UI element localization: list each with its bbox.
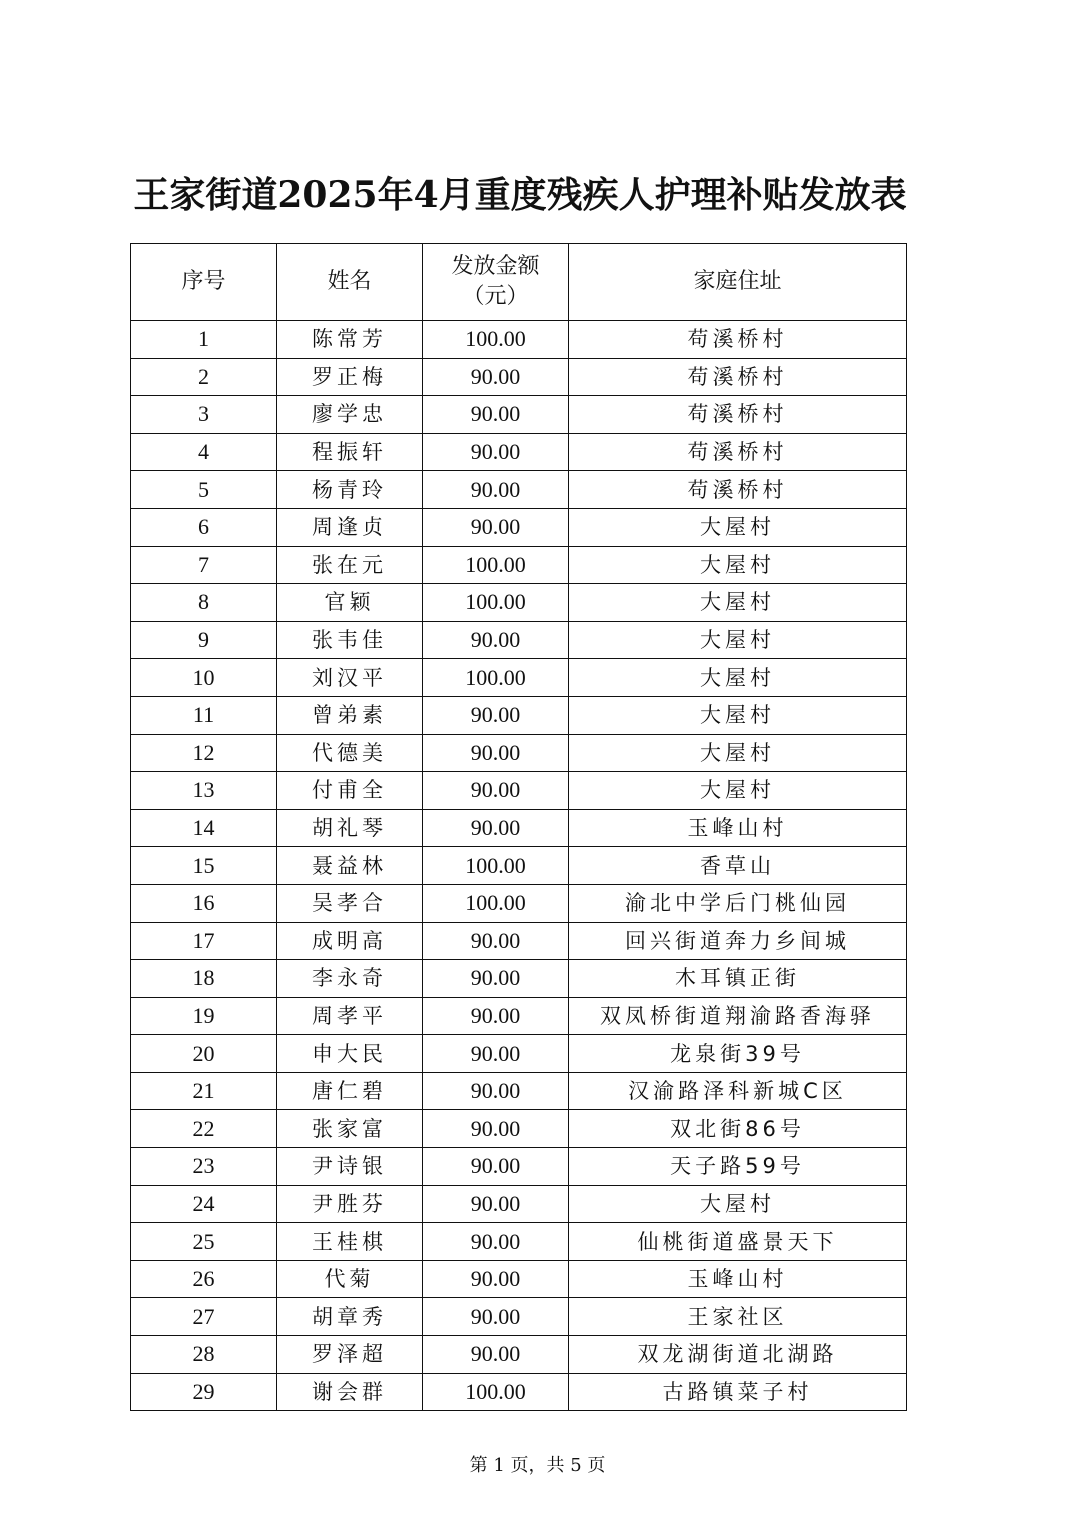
cell-index: 18 xyxy=(131,960,277,998)
table-row xyxy=(131,1148,907,1186)
cell-index: 21 xyxy=(131,1072,277,1110)
cell-amount: 90.00 xyxy=(423,734,569,772)
cell-name: 周逢贞 xyxy=(277,508,423,546)
cell-amount: 100.00 xyxy=(423,659,569,697)
cell-index: 27 xyxy=(131,1298,277,1336)
table-row xyxy=(131,1373,907,1411)
subsidy-table xyxy=(130,243,907,1411)
cell-name: 陈常芳 xyxy=(277,321,423,359)
cell-address: 大屋村 xyxy=(569,734,907,772)
header-address: 家庭住址 xyxy=(569,244,907,321)
table-body xyxy=(131,321,907,1411)
table-row xyxy=(131,321,907,359)
cell-address: 双凤桥街道翔渝路香海驿 xyxy=(569,997,907,1035)
header-amount-line1: 发放金额 xyxy=(451,254,540,279)
cell-amount: 90.00 xyxy=(423,508,569,546)
table-row xyxy=(131,1298,907,1336)
table-row xyxy=(131,546,907,584)
cell-index: 14 xyxy=(131,809,277,847)
cell-name: 聂益林 xyxy=(277,847,423,885)
cell-amount: 90.00 xyxy=(423,772,569,810)
cell-index: 13 xyxy=(131,772,277,810)
cell-name: 罗正梅 xyxy=(277,358,423,396)
cell-name: 刘汉平 xyxy=(277,659,423,697)
cell-amount: 90.00 xyxy=(423,1035,569,1073)
header-amount xyxy=(423,244,569,321)
cell-name: 官颖 xyxy=(277,584,423,622)
cell-name: 曾弟素 xyxy=(277,696,423,734)
cell-index: 2 xyxy=(131,358,277,396)
cell-index: 24 xyxy=(131,1185,277,1223)
page-footer: 第 1 页，共 5 页 xyxy=(469,1455,606,1476)
table-header-row xyxy=(131,244,907,321)
table-row xyxy=(131,1260,907,1298)
cell-address: 龙泉街39号 xyxy=(569,1035,907,1073)
cell-amount: 90.00 xyxy=(423,1110,569,1148)
cell-amount: 100.00 xyxy=(423,884,569,922)
table-row xyxy=(131,508,907,546)
cell-amount: 90.00 xyxy=(423,621,569,659)
cell-name: 程振轩 xyxy=(277,433,423,471)
cell-address: 双北街86号 xyxy=(569,1110,907,1148)
cell-index: 29 xyxy=(131,1373,277,1411)
table-row xyxy=(131,997,907,1035)
cell-name: 张家富 xyxy=(277,1110,423,1148)
cell-name: 谢会群 xyxy=(277,1373,423,1411)
cell-name: 王桂棋 xyxy=(277,1223,423,1261)
cell-address: 仙桃街道盛景天下 xyxy=(569,1223,907,1261)
cell-index: 6 xyxy=(131,508,277,546)
cell-address: 汉渝路泽科新城C区 xyxy=(569,1072,907,1110)
cell-address: 古路镇菜子村 xyxy=(569,1373,907,1411)
page-title: 王家街道2025年4月重度残疾人护理补贴发放表 xyxy=(133,174,907,216)
table-row xyxy=(131,1223,907,1261)
cell-index: 12 xyxy=(131,734,277,772)
cell-amount: 90.00 xyxy=(423,809,569,847)
table-row xyxy=(131,847,907,885)
table-row xyxy=(131,584,907,622)
cell-amount: 90.00 xyxy=(423,1148,569,1186)
cell-amount: 90.00 xyxy=(423,922,569,960)
cell-address: 玉峰山村 xyxy=(569,1260,907,1298)
cell-index: 17 xyxy=(131,922,277,960)
table-row xyxy=(131,621,907,659)
cell-address: 苟溪桥村 xyxy=(569,433,907,471)
table-row xyxy=(131,1035,907,1073)
cell-name: 罗泽超 xyxy=(277,1336,423,1374)
cell-name: 吴孝合 xyxy=(277,884,423,922)
cell-index: 28 xyxy=(131,1336,277,1374)
cell-index: 26 xyxy=(131,1260,277,1298)
cell-index: 23 xyxy=(131,1148,277,1186)
cell-index: 5 xyxy=(131,471,277,509)
cell-amount: 90.00 xyxy=(423,1298,569,1336)
table-row xyxy=(131,1185,907,1223)
cell-address: 苟溪桥村 xyxy=(569,358,907,396)
header-index: 序号 xyxy=(131,244,277,321)
cell-amount: 100.00 xyxy=(423,584,569,622)
cell-amount: 90.00 xyxy=(423,433,569,471)
cell-amount: 90.00 xyxy=(423,358,569,396)
cell-name: 申大民 xyxy=(277,1035,423,1073)
cell-address: 苟溪桥村 xyxy=(569,321,907,359)
cell-address: 苟溪桥村 xyxy=(569,471,907,509)
cell-name: 廖学忠 xyxy=(277,396,423,434)
cell-index: 20 xyxy=(131,1035,277,1073)
cell-address: 大屋村 xyxy=(569,696,907,734)
cell-index: 16 xyxy=(131,884,277,922)
cell-address: 大屋村 xyxy=(569,772,907,810)
cell-name: 张在元 xyxy=(277,546,423,584)
table-row xyxy=(131,471,907,509)
cell-amount: 100.00 xyxy=(423,847,569,885)
table-row xyxy=(131,884,907,922)
cell-amount: 100.00 xyxy=(423,1373,569,1411)
cell-index: 25 xyxy=(131,1223,277,1261)
cell-name: 胡礼琴 xyxy=(277,809,423,847)
cell-name: 成明高 xyxy=(277,922,423,960)
cell-index: 3 xyxy=(131,396,277,434)
cell-address: 王家社区 xyxy=(569,1298,907,1336)
table-row xyxy=(131,659,907,697)
cell-name: 尹诗银 xyxy=(277,1148,423,1186)
cell-address: 大屋村 xyxy=(569,1185,907,1223)
table-row xyxy=(131,1336,907,1374)
table-row xyxy=(131,1110,907,1148)
cell-address: 玉峰山村 xyxy=(569,809,907,847)
table-row xyxy=(131,396,907,434)
cell-index: 15 xyxy=(131,847,277,885)
cell-index: 22 xyxy=(131,1110,277,1148)
cell-amount: 90.00 xyxy=(423,471,569,509)
header-name: 姓名 xyxy=(277,244,423,321)
table-row xyxy=(131,734,907,772)
cell-index: 19 xyxy=(131,997,277,1035)
cell-name: 尹胜芬 xyxy=(277,1185,423,1223)
table-row xyxy=(131,809,907,847)
cell-address: 苟溪桥村 xyxy=(569,396,907,434)
table-row xyxy=(131,922,907,960)
cell-index: 8 xyxy=(131,584,277,622)
cell-index: 9 xyxy=(131,621,277,659)
cell-address: 渝北中学后门桃仙园 xyxy=(569,884,907,922)
cell-name: 代菊 xyxy=(277,1260,423,1298)
cell-name: 付甫全 xyxy=(277,772,423,810)
cell-index: 4 xyxy=(131,433,277,471)
cell-address: 大屋村 xyxy=(569,584,907,622)
cell-name: 唐仁碧 xyxy=(277,1072,423,1110)
cell-index: 10 xyxy=(131,659,277,697)
table-row xyxy=(131,433,907,471)
cell-index: 7 xyxy=(131,546,277,584)
cell-amount: 90.00 xyxy=(423,997,569,1035)
table-row xyxy=(131,696,907,734)
cell-name: 张韦佳 xyxy=(277,621,423,659)
cell-address: 大屋村 xyxy=(569,659,907,697)
header-amount-line2: （元） xyxy=(462,284,529,309)
table-row xyxy=(131,960,907,998)
cell-address: 大屋村 xyxy=(569,546,907,584)
cell-amount: 90.00 xyxy=(423,1072,569,1110)
cell-amount: 90.00 xyxy=(423,696,569,734)
cell-address: 木耳镇正街 xyxy=(569,960,907,998)
cell-amount: 90.00 xyxy=(423,396,569,434)
cell-address: 大屋村 xyxy=(569,621,907,659)
cell-name: 杨青玲 xyxy=(277,471,423,509)
cell-amount: 90.00 xyxy=(423,1260,569,1298)
cell-name: 李永奇 xyxy=(277,960,423,998)
cell-amount: 90.00 xyxy=(423,1336,569,1374)
cell-name: 胡章秀 xyxy=(277,1298,423,1336)
cell-address: 回兴街道奔力乡间城 xyxy=(569,922,907,960)
cell-amount: 100.00 xyxy=(423,546,569,584)
cell-index: 1 xyxy=(131,321,277,359)
cell-address: 香草山 xyxy=(569,847,907,885)
table-row xyxy=(131,772,907,810)
table-row xyxy=(131,1072,907,1110)
cell-amount: 90.00 xyxy=(423,1223,569,1261)
cell-address: 天子路59号 xyxy=(569,1148,907,1186)
cell-amount: 90.00 xyxy=(423,960,569,998)
table-row xyxy=(131,358,907,396)
cell-address: 双龙湖街道北湖路 xyxy=(569,1336,907,1374)
cell-amount: 100.00 xyxy=(423,321,569,359)
cell-address: 大屋村 xyxy=(569,508,907,546)
cell-name: 代德美 xyxy=(277,734,423,772)
cell-amount: 90.00 xyxy=(423,1185,569,1223)
cell-index: 11 xyxy=(131,696,277,734)
cell-name: 周孝平 xyxy=(277,997,423,1035)
